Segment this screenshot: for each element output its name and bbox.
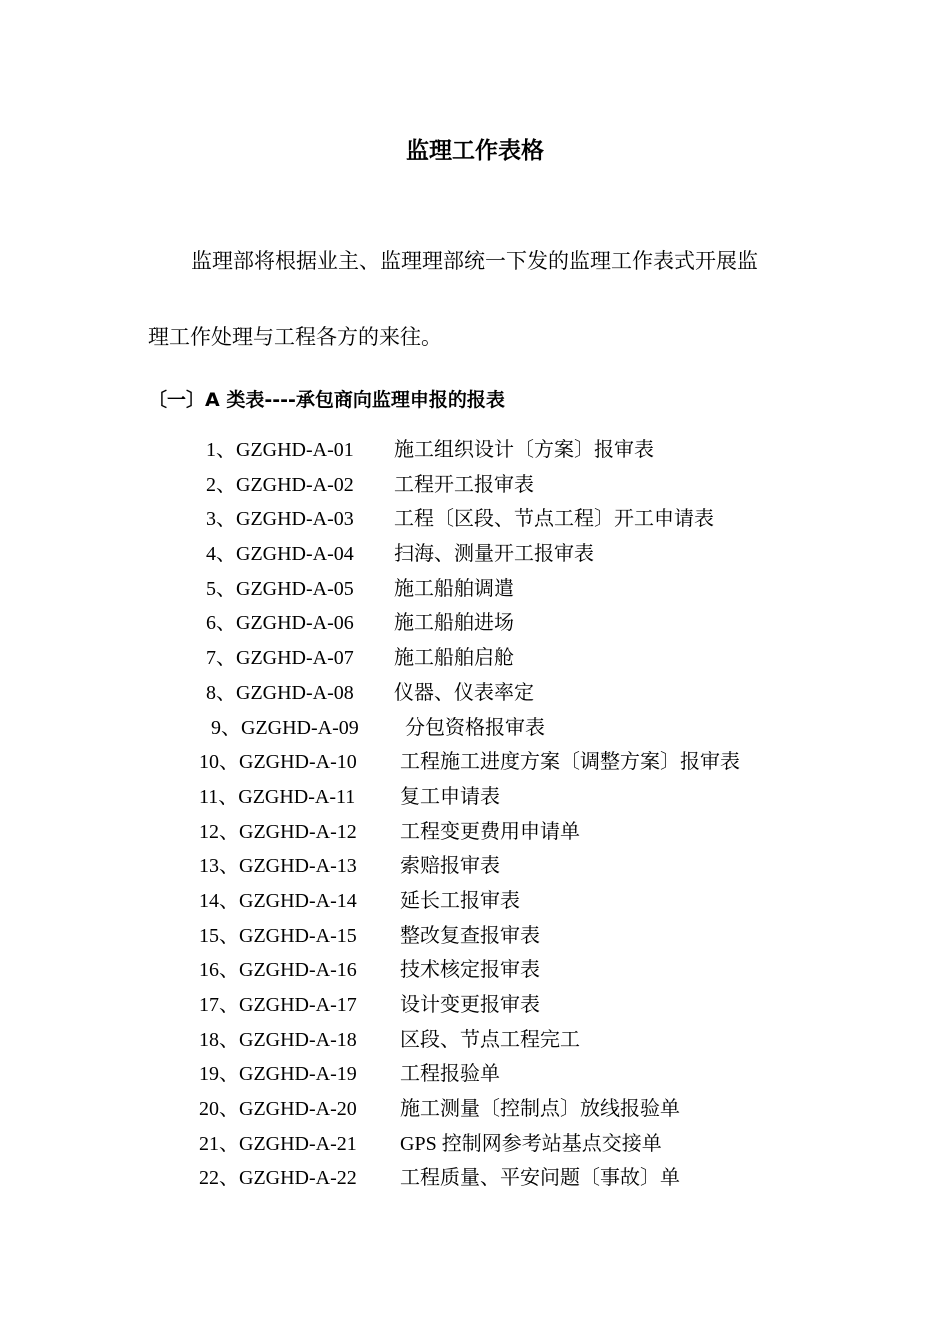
- form-code: 6、GZGHD-A-06: [206, 612, 354, 635]
- list-item: [0, 1161, 950, 1196]
- section-a-form-list: [0, 433, 950, 1196]
- list-item: [0, 953, 950, 988]
- form-name: 仪器、仪表率定: [394, 681, 534, 704]
- form-code: 4、GZGHD-A-04: [206, 543, 354, 566]
- form-name: 工程报验单: [400, 1063, 500, 1086]
- form-code: 18、GZGHD-A-18: [199, 1028, 357, 1051]
- form-name: 整改复查报审表: [400, 924, 540, 947]
- list-item: [0, 468, 950, 503]
- form-code: 14、GZGHD-A-14: [199, 889, 357, 912]
- form-code: 15、GZGHD-A-15: [199, 924, 357, 947]
- intro-paragraph-line-2: 理工作处理与工程各方的来往。: [148, 325, 442, 349]
- form-code: 8、GZGHD-A-08: [206, 681, 354, 704]
- form-name: 施工组织设计〔方案〕报审表: [394, 439, 654, 461]
- form-name: 复工申请表: [400, 785, 500, 808]
- list-item: [0, 502, 950, 537]
- list-item: [0, 676, 950, 711]
- list-item: [0, 641, 950, 676]
- list-item: [0, 745, 950, 780]
- form-name: 技术核定报审表: [400, 959, 540, 982]
- form-name: 扫海、测量开工报审表: [394, 543, 594, 566]
- form-name: 工程施工进度方案〔调整方案〕报审表: [400, 751, 740, 774]
- form-name: 工程开工报审表: [394, 473, 534, 496]
- section-a-heading: 〔一〕A 类表----承包商向监理申报的报表: [148, 389, 505, 411]
- form-code: 2、GZGHD-A-02: [206, 473, 354, 496]
- form-code: 21、GZGHD-A-21: [199, 1132, 357, 1155]
- form-name: 工程变更费用申请单: [400, 820, 580, 843]
- form-code: 19、GZGHD-A-19: [199, 1063, 357, 1086]
- list-item: [0, 815, 950, 850]
- list-item: [0, 606, 950, 641]
- form-code: 22、GZGHD-A-22: [199, 1167, 357, 1190]
- form-code: 16、GZGHD-A-16: [199, 959, 357, 982]
- list-item: [0, 433, 950, 468]
- form-code: 13、GZGHD-A-13: [199, 855, 357, 878]
- form-name: 施工船舶调遣: [394, 577, 514, 600]
- form-name: 索赔报审表: [400, 855, 500, 878]
- form-name: 施工船舶进场: [394, 612, 514, 635]
- list-item: [0, 884, 950, 919]
- document-title: 监理工作表格: [406, 138, 544, 164]
- form-name: 设计变更报审表: [400, 994, 540, 1016]
- intro-paragraph-line-1: 监理部将根据业主、监理理部统一下发的监理工作表式开展监: [191, 249, 758, 273]
- list-item: [0, 919, 950, 954]
- form-code: 3、GZGHD-A-03: [206, 508, 354, 531]
- form-code: 12、GZGHD-A-12: [199, 820, 357, 843]
- list-item: [0, 711, 950, 746]
- form-code: 10、GZGHD-A-10: [199, 751, 357, 774]
- form-name: 分包资格报审表: [405, 716, 545, 739]
- form-code: 5、GZGHD-A-05: [206, 577, 354, 600]
- form-code: 20、GZGHD-A-20: [199, 1098, 357, 1121]
- list-item: [0, 1023, 950, 1058]
- form-code: 7、GZGHD-A-07: [206, 647, 354, 670]
- form-name: 区段、节点工程完工: [400, 1028, 580, 1051]
- form-name: GPS 控制网参考站基点交接单: [400, 1132, 662, 1155]
- list-item: [0, 988, 950, 1023]
- form-name: 工程〔区段、节点工程〕开工申请表: [394, 508, 714, 531]
- form-code: 1、GZGHD-A-01: [206, 439, 354, 461]
- list-item: [0, 1092, 950, 1127]
- list-item: [0, 572, 950, 607]
- list-item: [0, 1057, 950, 1092]
- form-name: 施工测量〔控制点〕放线报验单: [400, 1098, 680, 1121]
- list-item: [0, 1127, 950, 1162]
- form-code: 17、GZGHD-A-17: [199, 994, 357, 1016]
- list-item: [0, 537, 950, 572]
- list-item: [0, 849, 950, 884]
- form-code: 9、GZGHD-A-09: [211, 716, 359, 739]
- form-name: 工程质量、平安问题〔事故〕单: [400, 1167, 680, 1190]
- form-name: 延长工报审表: [400, 889, 520, 912]
- list-item: [0, 780, 950, 815]
- form-code: 11、GZGHD-A-11: [199, 785, 356, 808]
- form-name: 施工船舶启舱: [394, 647, 514, 670]
